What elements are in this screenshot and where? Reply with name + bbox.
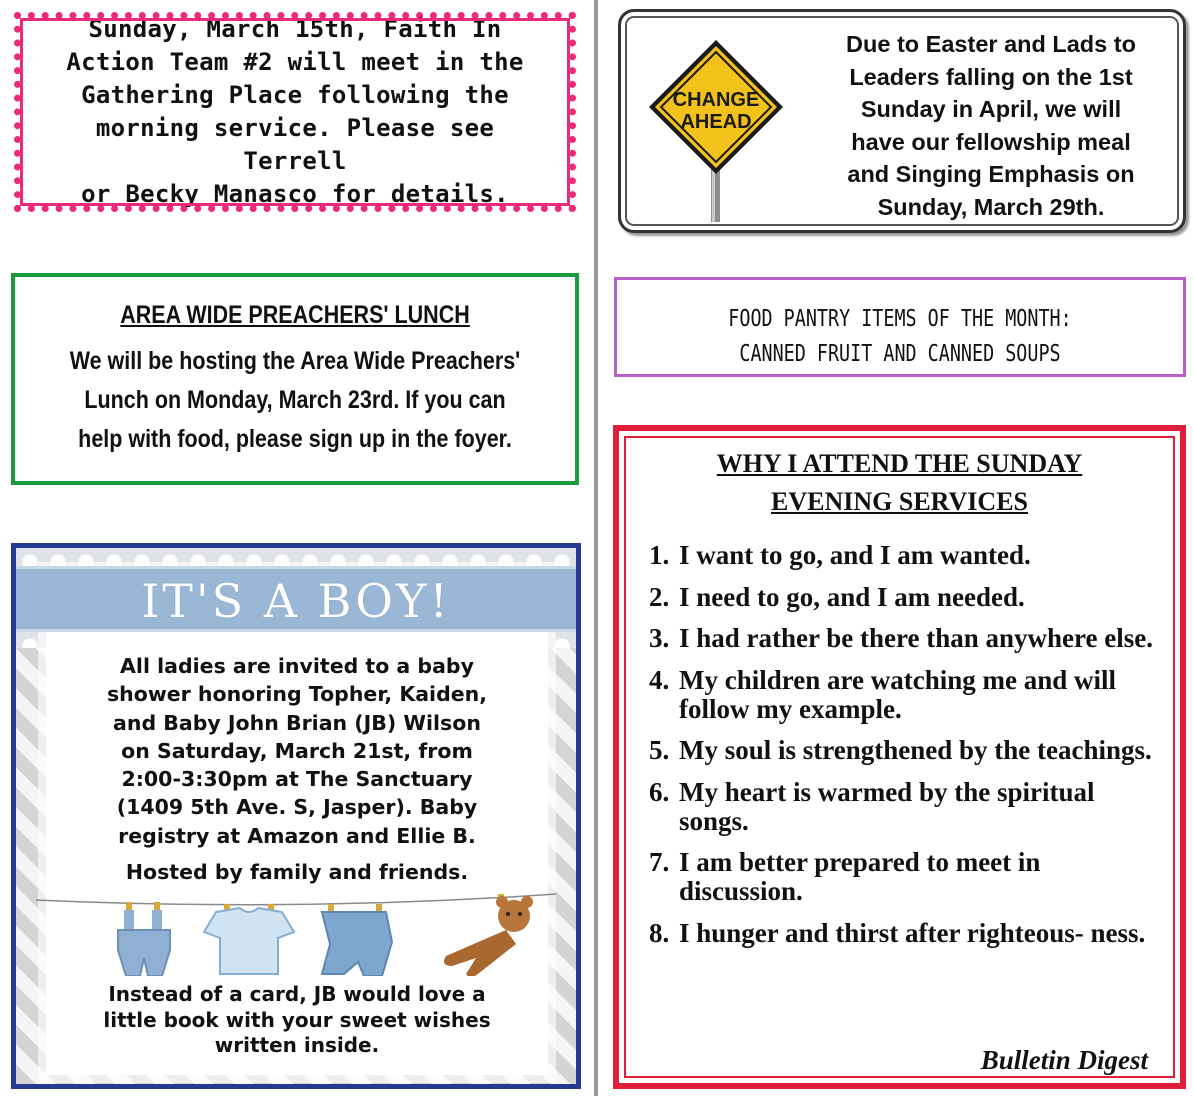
item-number: 5. — [649, 735, 670, 765]
preachers-lunch-notice — [11, 273, 579, 485]
item-number: 7. — [649, 847, 670, 877]
item-number: 3. — [649, 623, 670, 653]
list-item — [645, 848, 1165, 906]
text-line: written inside. — [214, 1033, 380, 1057]
baby-shower-notice — [11, 543, 581, 1089]
text-line: Sunday, March 29th. — [877, 193, 1105, 220]
text-line: All ladies are invited to a baby — [120, 654, 474, 678]
text-line: have our fellowship meal — [851, 128, 1131, 155]
item-text: My soul is strengthened by the teachings. — [679, 735, 1152, 765]
text-line: on Saturday, March 21st, from — [121, 738, 473, 763]
preachers-lunch-title: AREA WIDE PREACHERS' LUNCH — [120, 301, 470, 329]
list-item — [645, 541, 1165, 570]
list-item — [645, 736, 1165, 765]
text-line: and Baby John Brian (JB) Wilson — [113, 710, 481, 735]
preachers-lunch-body — [54, 342, 536, 459]
column-divider — [594, 0, 598, 1096]
reasons-list — [645, 541, 1165, 960]
food-pantry-items: CANNED FRUIT AND CANNED SOUPS — [739, 341, 1061, 367]
text-line: or Becky Manasco for details. — [81, 180, 509, 208]
tshirt-icon — [204, 904, 294, 974]
text-line: (1409 5th Ave. S, Jasper). Baby — [116, 795, 478, 820]
sign-line-1: CHANGE — [672, 89, 760, 111]
change-ahead-sign-icon — [641, 32, 791, 222]
title-line: WHY I ATTEND THE SUNDAY — [716, 449, 1083, 478]
item-text: I had rather be there than anywhere else. — [679, 623, 1153, 653]
sign-line-2: AHEAD — [680, 111, 752, 133]
text-line: Lunch on Monday, March 23rd. If you can — [84, 386, 506, 414]
text-line: help with food, please sign up in the foyer. — [78, 425, 512, 453]
text-line: and Singing Emphasis on — [847, 161, 1135, 187]
bulletin-digest-signature: Bulletin Digest — [980, 1045, 1148, 1075]
why-attend-title — [619, 445, 1180, 521]
list-item — [645, 583, 1165, 612]
text-line: 2:00-3:30pm at The Sanctuary — [121, 767, 473, 792]
title-line: EVENING SERVICES — [771, 487, 1028, 516]
overalls-icon — [118, 902, 170, 976]
text-line: Sunday, March 15th, Faith In — [88, 15, 502, 43]
faith-team-text — [41, 13, 549, 211]
item-text: My heart is warmed by the spiritual songs. — [679, 776, 1095, 836]
text-line: Instead of a card, JB would love a — [108, 982, 486, 1006]
food-pantry-notice — [614, 277, 1186, 377]
text-line: Gathering Place following the — [81, 81, 509, 109]
text-line: registry at Amazon and Ellie B. — [118, 823, 476, 848]
food-pantry-heading: FOOD PANTRY ITEMS OF THE MONTH: — [728, 306, 1072, 332]
list-item — [645, 624, 1165, 653]
faith-team-notice — [14, 12, 576, 212]
text-line: Sunday in April, we will — [860, 96, 1122, 122]
text-line: little book with your sweet wishes — [103, 1007, 491, 1032]
item-text: I need to go, and I am needed. — [679, 581, 1025, 612]
item-text: I am better prepared to meet in discussion. — [679, 847, 1041, 906]
item-text: My children are watching me and will follow my example. — [679, 664, 1116, 724]
list-item — [645, 778, 1165, 836]
hosted-by-text: Hosted by family and friends. — [125, 860, 469, 884]
text-line: We will be hosting the Area Wide Preachers' — [69, 347, 521, 375]
change-ahead-notice — [618, 9, 1186, 233]
item-number: 8. — [649, 917, 670, 948]
change-ahead-text — [801, 28, 1181, 223]
item-number: 2. — [649, 581, 670, 612]
text-line: morning service. Please see Terrell — [95, 114, 495, 175]
text-line: shower honoring Topher, Kaiden, — [106, 682, 488, 707]
item-number: 6. — [649, 776, 670, 807]
text-line: Due to Easter and Lads to — [846, 31, 1136, 57]
item-text: I want to go, and I am wanted. — [679, 540, 1031, 570]
clothesline-illustration — [36, 886, 556, 976]
its-a-boy-banner: IT'S A BOY! — [16, 566, 576, 632]
teddy-bear-icon — [444, 894, 533, 976]
list-item — [645, 919, 1165, 948]
list-item — [645, 666, 1165, 724]
item-number: 1. — [649, 540, 670, 570]
text-line: Leaders falling on the 1st — [849, 63, 1133, 90]
item-number: 4. — [649, 664, 670, 695]
item-text: I hunger and thirst after righteous- ness. — [679, 917, 1146, 948]
text-line: Action Team #2 will meet in the — [66, 48, 524, 76]
baby-shower-footer — [62, 982, 532, 1059]
why-attend-notice — [613, 425, 1186, 1089]
baby-shower-details — [52, 652, 542, 850]
onesie-icon — [322, 904, 392, 976]
